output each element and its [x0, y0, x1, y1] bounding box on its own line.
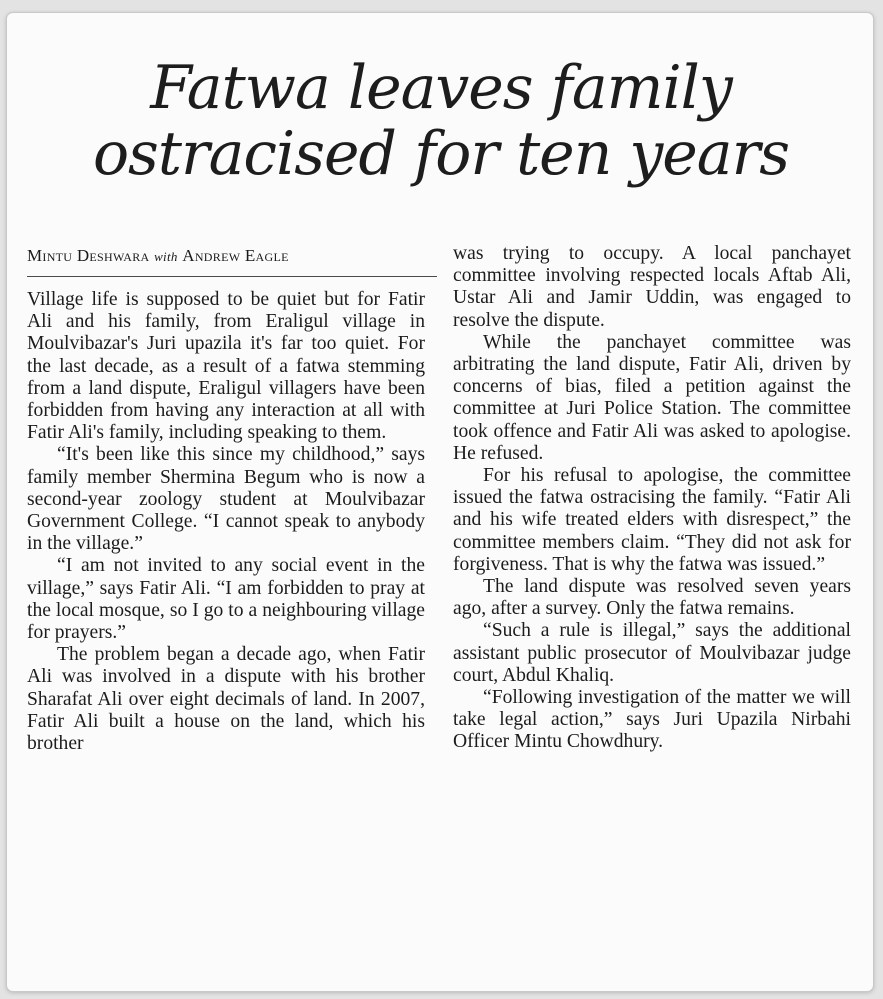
byline-author: Mintu Deshwara — [27, 246, 150, 265]
byline-joiner: with — [154, 249, 178, 264]
paragraph: “It's been like this since my childhood,” says family member Shermina Begum who is now a second-year zoology student at Moulvibazar Government College. “I cannot speak to anybody in the village.” — [27, 444, 425, 555]
byline-coauthor: Andrew Eagle — [182, 246, 289, 265]
paragraph: The land dispute was resolved seven years ago, after a survey. Only the fatwa remains. — [453, 576, 851, 620]
article-column-1 — [27, 289, 425, 755]
paragraph: “Such a rule is illegal,” says the additional assistant public prosecutor of Moulvibazar judge court, Abdul Khaliq. — [453, 620, 851, 686]
paragraph: “I am not invited to any social event in the village,” says Fatir Ali. “I am forbidden to pray at the local mosque, so I go to a neighbouring village for prayers.” — [27, 555, 425, 644]
paragraph: Village life is supposed to be quiet but for Fatir Ali and his family, from Eraligul village in Moulvibazar's Juri upazila it's far too quiet. For the last decade, as a result of a fatwa stemming from a land dispute, Eraligul villagers have been forbidden from having any interaction at all with Fatir Ali's family, including speaking to them. — [27, 289, 425, 444]
paragraph: “Following investigation of the matter we will take legal action,” says Juri Upazila Nirbahi Officer Mintu Chowdhury. — [453, 687, 851, 753]
headline: Fatwa leaves family ostracised for ten years — [92, 53, 790, 189]
byline — [27, 245, 437, 277]
paragraph: While the panchayet committee was arbitrating the land dispute, Fatir Ali, driven by concerns of bias, filed a petition against the committee at Juri Police Station. The committee took offence and Fatir Ali was asked to apologise. He refused. — [453, 331, 851, 464]
newspaper-clipping — [6, 12, 874, 992]
paragraph: For his refusal to apologise, the committee issued the fatwa ostracising the family. “Fatir Ali and his wife treated elders with disrespect,” the committee members claim. “They did not ask for forgiveness. That is why the fatwa was issued.” — [453, 465, 851, 575]
paragraph: The problem began a decade ago, when Fatir Ali was involved in a dispute with his brother Sharafat Ali over eight decimals of land. In 2007, Fatir Ali built a house on the land, which his brother — [27, 644, 425, 755]
article-column-2 — [453, 243, 851, 754]
paragraph: was trying to occupy. A local panchayet committee involving respected locals Aftab Ali, Ustar Ali and Jamir Uddin, was engaged to resolve the dispute. — [453, 243, 851, 331]
